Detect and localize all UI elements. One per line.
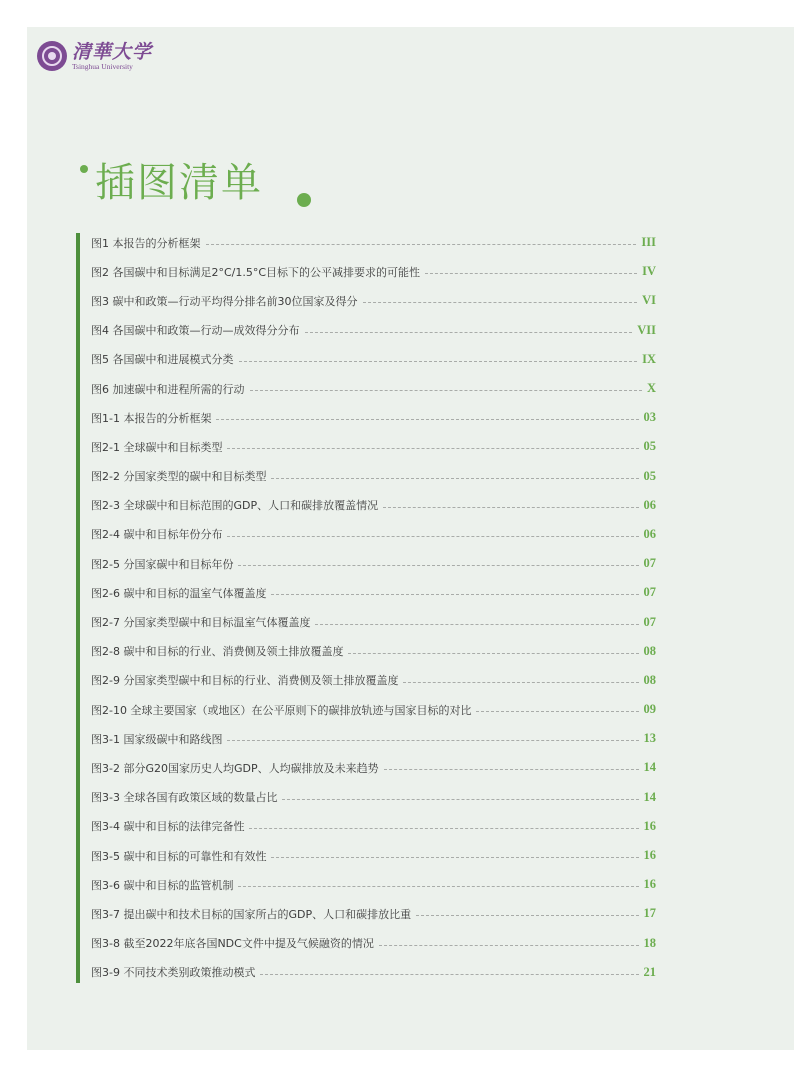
page-number[interactable]: IV	[642, 264, 656, 279]
figure-list-item[interactable]	[91, 578, 656, 607]
page-number[interactable]: 08	[643, 672, 656, 687]
figure-list-item[interactable]	[91, 286, 656, 315]
figure-list	[91, 228, 656, 987]
figure-title: 图3-1 国家级碳中和路线图	[91, 732, 223, 746]
figure-list-item[interactable]	[91, 783, 656, 812]
figure-title: 图3-4 碳中和目标的法律完备性	[91, 820, 245, 834]
figure-list-item[interactable]	[91, 403, 656, 432]
dot-leader	[227, 535, 638, 537]
figure-list-item[interactable]	[91, 666, 656, 695]
dot-leader	[238, 885, 638, 887]
dot-leader	[206, 243, 637, 245]
figure-title: 图3 碳中和政策—行动平均得分排名前30位国家及得分	[91, 294, 358, 308]
dot-leader	[271, 477, 638, 479]
figure-list-item[interactable]	[91, 316, 656, 345]
figure-list-item[interactable]	[91, 257, 656, 286]
page-number[interactable]: 07	[643, 585, 656, 600]
dot-leader	[271, 593, 638, 595]
figure-title: 图2-2 分国家类型的碳中和目标类型	[91, 470, 267, 484]
dot-leader	[363, 301, 638, 303]
figure-title: 图6 加速碳中和进程所需的行动	[91, 382, 245, 396]
page-number[interactable]: 09	[643, 702, 656, 717]
figure-title: 图3-5 碳中和目标的可靠性和有效性	[91, 849, 267, 863]
logo-name-cn: 清華大学	[72, 40, 153, 63]
page-number[interactable]: IX	[642, 351, 656, 366]
list-accent-bar	[76, 233, 80, 983]
dot-leader	[315, 623, 638, 625]
figure-list-item[interactable]	[91, 228, 656, 257]
title-dot-small-icon	[80, 165, 88, 173]
figure-list-item[interactable]	[91, 899, 656, 928]
figure-title: 图2-8 碳中和目标的行业、消费侧及领土排放覆盖度	[91, 645, 344, 659]
page-number[interactable]: 06	[643, 526, 656, 541]
title-dot-large-icon	[297, 193, 311, 207]
dot-leader	[271, 856, 638, 858]
dot-leader	[227, 739, 638, 741]
figure-title: 图3-8 截至2022年底各国NDC文件中提及气候融资的情况	[91, 937, 374, 951]
page-number[interactable]: 21	[643, 964, 656, 979]
figure-list-item[interactable]	[91, 812, 656, 841]
page-number[interactable]: 05	[643, 468, 656, 483]
dot-leader	[403, 681, 638, 683]
page-number[interactable]: 13	[643, 731, 656, 746]
figure-list-item[interactable]	[91, 462, 656, 491]
page-number[interactable]: 16	[643, 848, 656, 863]
dot-leader	[250, 389, 642, 391]
figure-title: 图3-6 碳中和目标的监管机制	[91, 878, 234, 892]
figure-list-item[interactable]	[91, 724, 656, 753]
page-title: 插图清单	[95, 160, 263, 206]
figure-title: 图1 本报告的分析框架	[91, 236, 201, 250]
dot-leader	[476, 710, 638, 712]
page-number[interactable]: VII	[637, 322, 656, 337]
figure-list-item[interactable]	[91, 637, 656, 666]
dot-leader	[425, 272, 637, 274]
figure-list-item[interactable]	[91, 607, 656, 636]
page-number[interactable]: 16	[643, 877, 656, 892]
page	[27, 27, 794, 1050]
tsinghua-seal-icon	[37, 41, 67, 71]
figure-title: 图2-1 全球碳中和目标类型	[91, 440, 223, 454]
figure-list-item[interactable]	[91, 345, 656, 374]
figure-list-item[interactable]	[91, 929, 656, 958]
figure-list-item[interactable]	[91, 958, 656, 987]
page-number[interactable]: 05	[643, 439, 656, 454]
dot-leader	[260, 973, 638, 975]
figure-list-item[interactable]	[91, 870, 656, 899]
figure-title: 图3-2 部分G20国家历史人均GDP、人均碳排放及未来趋势	[91, 761, 379, 775]
figure-title: 图2-3 全球碳中和目标范围的GDP、人口和碳排放覆盖情况	[91, 499, 379, 513]
figure-list-item[interactable]	[91, 549, 656, 578]
figure-title: 图2-10 全球主要国家（或地区）在公平原则下的碳排放轨迹与国家目标的对比	[91, 703, 472, 717]
tsinghua-logo[interactable]	[37, 41, 152, 71]
page-number[interactable]: 07	[643, 614, 656, 629]
figure-list-item[interactable]	[91, 520, 656, 549]
figure-title: 图2-4 碳中和目标年份分布	[91, 528, 223, 542]
figure-title: 图2-6 碳中和目标的温室气体覆盖度	[91, 586, 267, 600]
page-number[interactable]: III	[641, 235, 656, 250]
page-number[interactable]: X	[646, 381, 656, 396]
dot-leader	[282, 798, 638, 800]
figure-title: 图3-3 全球各国有政策区域的数量占比	[91, 791, 278, 805]
figure-title: 图4 各国碳中和政策—行动—成效得分分布	[91, 324, 300, 338]
dot-leader	[238, 564, 638, 566]
dot-leader	[216, 418, 638, 420]
figure-title: 图3-7 提出碳中和技术目标的国家所占的GDP、人口和碳排放比重	[91, 907, 412, 921]
figure-title: 图2-7 分国家类型碳中和目标温室气体覆盖度	[91, 616, 311, 630]
dot-leader	[305, 331, 633, 333]
figure-title: 图5 各国碳中和进展模式分类	[91, 353, 234, 367]
page-number[interactable]: 14	[643, 760, 656, 775]
page-number[interactable]: VI	[642, 293, 656, 308]
page-number[interactable]: 07	[643, 556, 656, 571]
figure-list-item[interactable]	[91, 753, 656, 782]
page-number[interactable]: 06	[643, 497, 656, 512]
figure-list-item[interactable]	[91, 695, 656, 724]
dot-leader	[227, 447, 638, 449]
figure-title: 图2 各国碳中和目标满足2°C/1.5°C目标下的公平减排要求的可能性	[91, 265, 421, 279]
figure-title: 图2-5 分国家碳中和目标年份	[91, 557, 234, 571]
figure-list-item[interactable]	[91, 432, 656, 461]
figure-list-item[interactable]	[91, 841, 656, 870]
logo-name-en: Tsinghua University	[72, 61, 133, 71]
figure-title: 图2-9 分国家类型碳中和目标的行业、消费侧及领土排放覆盖度	[91, 674, 399, 688]
figure-title: 图3-9 不同技术类别政策推动模式	[91, 966, 256, 980]
page-number[interactable]: 16	[643, 818, 656, 833]
figure-list-item[interactable]	[91, 491, 656, 520]
page-number[interactable]: 03	[643, 410, 656, 425]
page-number[interactable]: 18	[643, 935, 656, 950]
figure-title: 图1-1 本报告的分析框架	[91, 411, 212, 425]
page-number[interactable]: 14	[643, 789, 656, 804]
dot-leader	[348, 652, 638, 654]
figure-list-item[interactable]	[91, 374, 656, 403]
dot-leader	[383, 506, 638, 508]
page-number[interactable]: 17	[643, 906, 656, 921]
dot-leader	[249, 827, 638, 829]
page-number[interactable]: 08	[643, 643, 656, 658]
dot-leader	[416, 914, 638, 916]
dot-leader	[239, 360, 638, 362]
dot-leader	[379, 944, 639, 946]
dot-leader	[384, 768, 639, 770]
